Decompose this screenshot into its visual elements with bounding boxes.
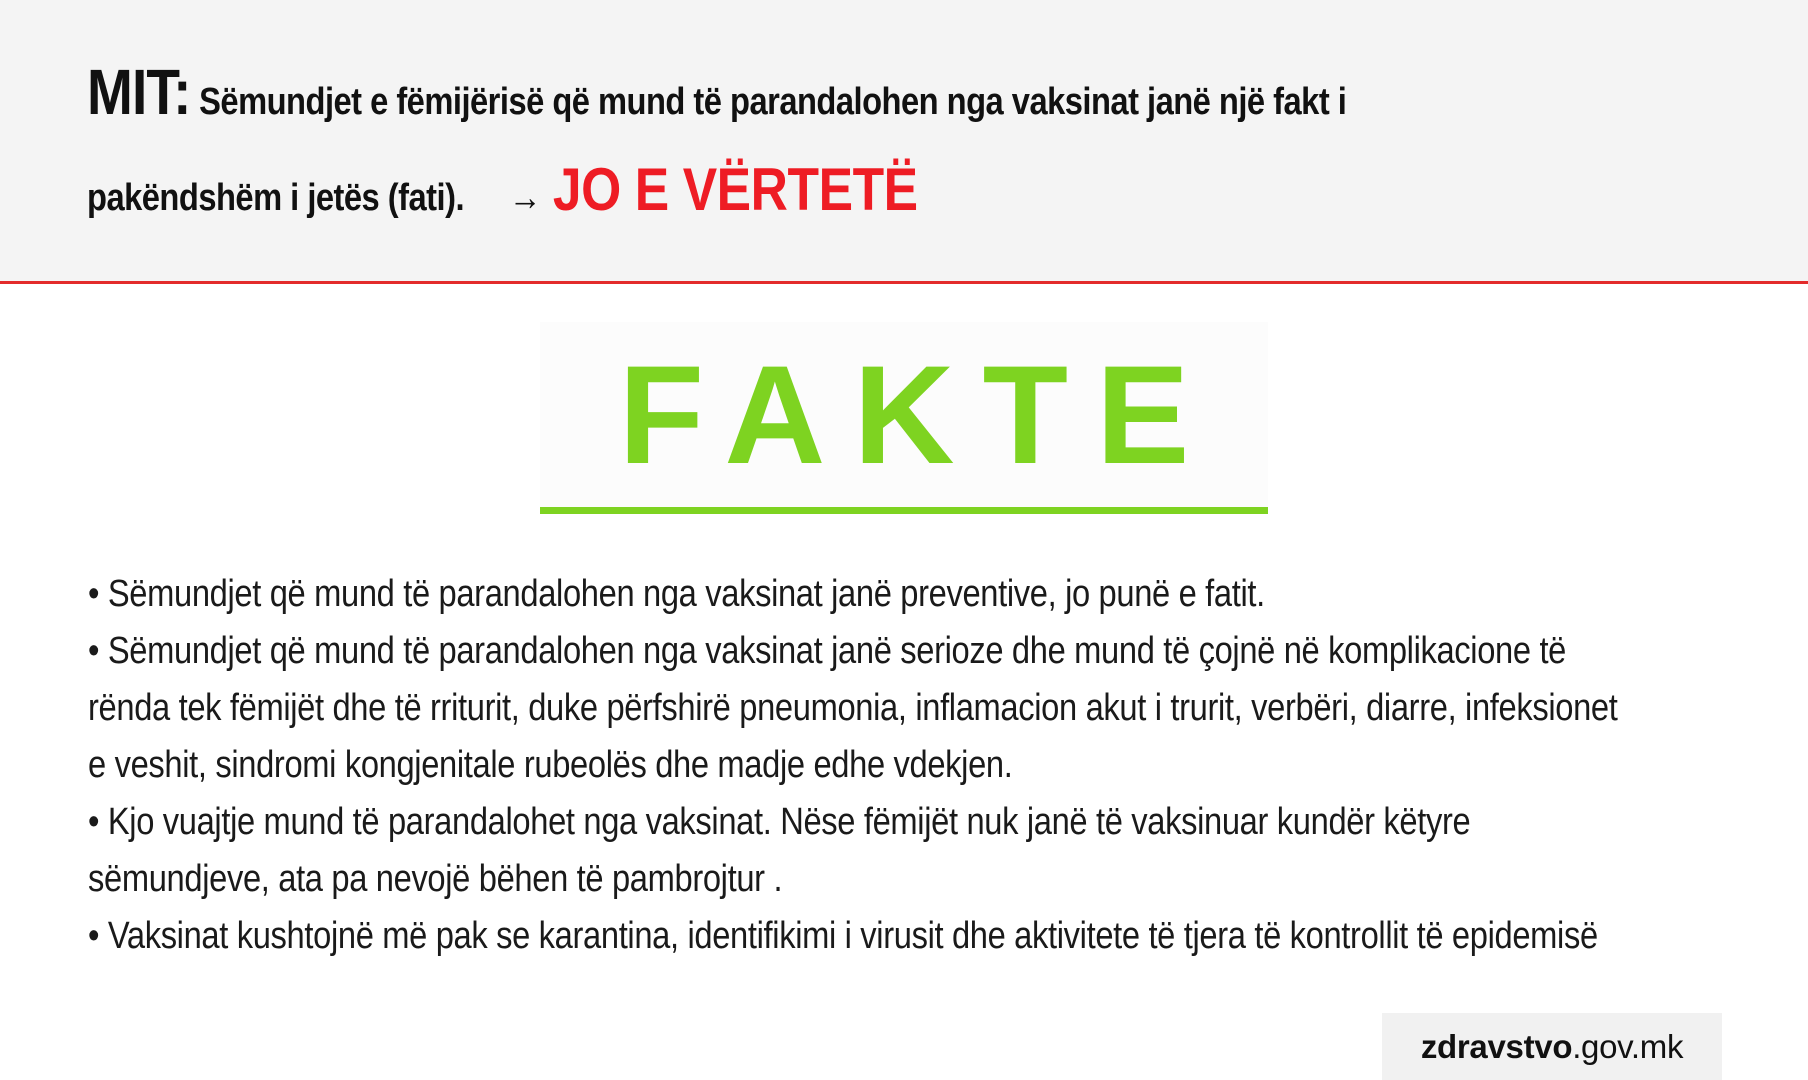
facts-title: FAKTE [618,336,1218,493]
source-domain: zdravstvo [1420,1028,1573,1065]
facts-underline [540,507,1268,514]
myth-label: MIT: [87,56,191,128]
myth-statement [87,48,1497,242]
facts-list [88,566,1636,965]
fact-item: • Sëmundjet që mund të parandalohen nga vaksinat janë preventive, jo punë e fatit. [88,573,1265,615]
facts-heading [540,322,1268,514]
fact-item: • Kjo vuajtje mund të parandalohet nga vaksinat. Nëse fëmijët nuk janë të vaksinuar kundër këtyre sëmundjeve, ata pa nevojë bëhen të pambrojtur . [88,801,1471,900]
myth-statement-line1: Sëmundjet e fëmijërisë që mund të parandalohen nga vaksinat janë një fakt i [199,81,1347,123]
arrow-right-icon: → [508,177,541,219]
myth-section [0,0,1808,284]
fact-item: • Sëmundjet që mund të parandalohen nga vaksinat janë serioze dhe mund të çojnë në komplikacione të rënda tek fëmijët dhe të rriturit, duke përfshirë pneumonia, inflamacion akut i trurit, verbëri, diarre, infeksionet e veshit, sindromi kongjenitale rubeolës dhe madje edhe vdekjen. [88,630,1618,786]
source-suffix: .gov.mk [1572,1028,1684,1065]
myth-statement-line2: pakëndshëm i jetës (fati). [87,177,465,219]
fact-item: • Vaksinat kushtojnë më pak se karantina, identifikimi i virusit dhe aktivitete të tjera të kontrollit të epidemisë [88,915,1598,957]
myth-verdict: JO E VËRTETË [552,156,918,223]
source-url [1382,1027,1722,1067]
source-badge [1382,1013,1722,1080]
